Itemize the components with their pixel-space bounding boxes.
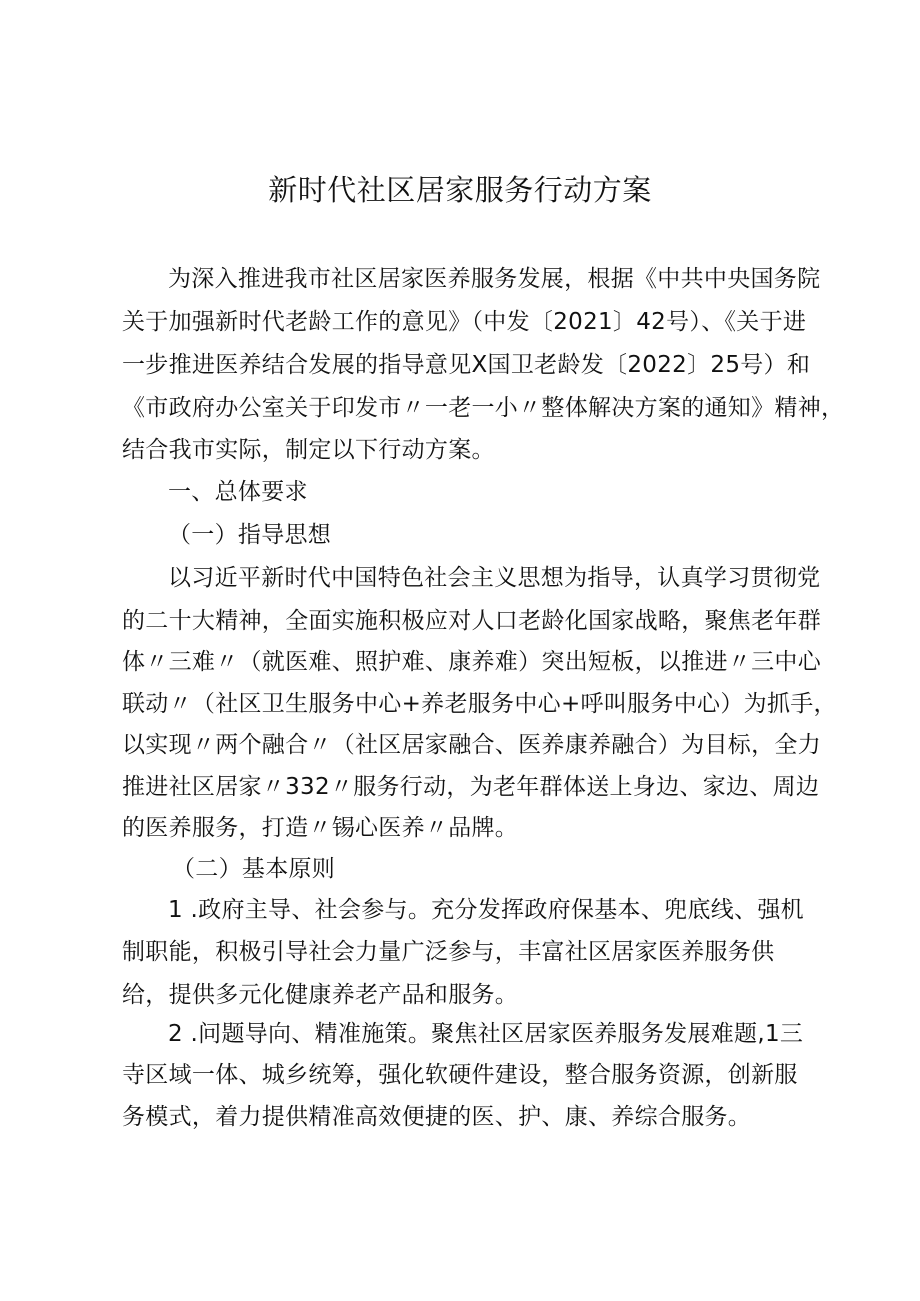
text-line: 关于加强新时代老龄工作的意见》（中发〔2021〕42号）、《关于进 <box>122 309 807 335</box>
text-line: 联动〃（社区卫生服务中心+养老服务中心+呼叫服务中心）为抓手， <box>122 691 837 717</box>
section-heading: 一、总体要求 <box>168 479 308 505</box>
subsection-heading: （一）指导思想 <box>168 522 332 548</box>
text-line: 为深入推进我市社区居家医养服务发展，根据《中共中央国务院 <box>168 266 821 292</box>
text-line: 给，提供多元化健康养老产品和服务。 <box>122 982 519 1008</box>
text-line: 的医养服务，打造〃锡心医养〃品牌。 <box>122 815 519 841</box>
text-line: 以实现〃两个融合〃（社区居家融合、医养康养融合）为目标，全力 <box>122 732 821 758</box>
text-line: 寺区域一体、城乡统筹，强化软硬件建设，整合服务资源，创新服 <box>122 1062 798 1088</box>
text-line: 务模式，着力提供精准高效便捷的医、护、康、养综合服务。 <box>122 1104 752 1130</box>
document-title: 新时代社区居家服务行动方案 <box>268 173 652 207</box>
text-line: 推进社区居家〃332〃服务行动，为老年群体送上身边、家边、周边 <box>122 774 820 800</box>
text-line: 1 .政府主导、社会参与。充分发挥政府保基本、兜底线、强机 <box>168 897 804 923</box>
text-line: 结合我市实际，制定以下行动方案。 <box>122 437 495 463</box>
text-line: 一步推进医养结合发展的指导意见X国卫老龄发〔2022〕25号）和 <box>122 352 811 378</box>
text-line: 体〃三难〃（就医难、照护难、康养难）突出短板，以推进〃三中心 <box>122 649 821 675</box>
text-line: 制职能，积极引导社会力量广泛参与，丰富社区居家医养服务供 <box>122 939 775 965</box>
subsection-heading: （二）基本原则 <box>172 856 336 882</box>
text-line: 的二十大精神，全面实施积极应对人口老龄化国家战略，聚焦老年群 <box>122 608 821 634</box>
text-line: 以习近平新时代中国特色社会主义思想为指导，认真学习贯彻党 <box>168 565 821 591</box>
text-line: 2 .问题导向、精准施策。聚焦社区居家医养服务发展难题,1三 <box>168 1021 804 1047</box>
text-line: 《市政府办公室关于印发市〃一老一小〃整体解决方案的通知》精神， <box>122 395 845 421</box>
